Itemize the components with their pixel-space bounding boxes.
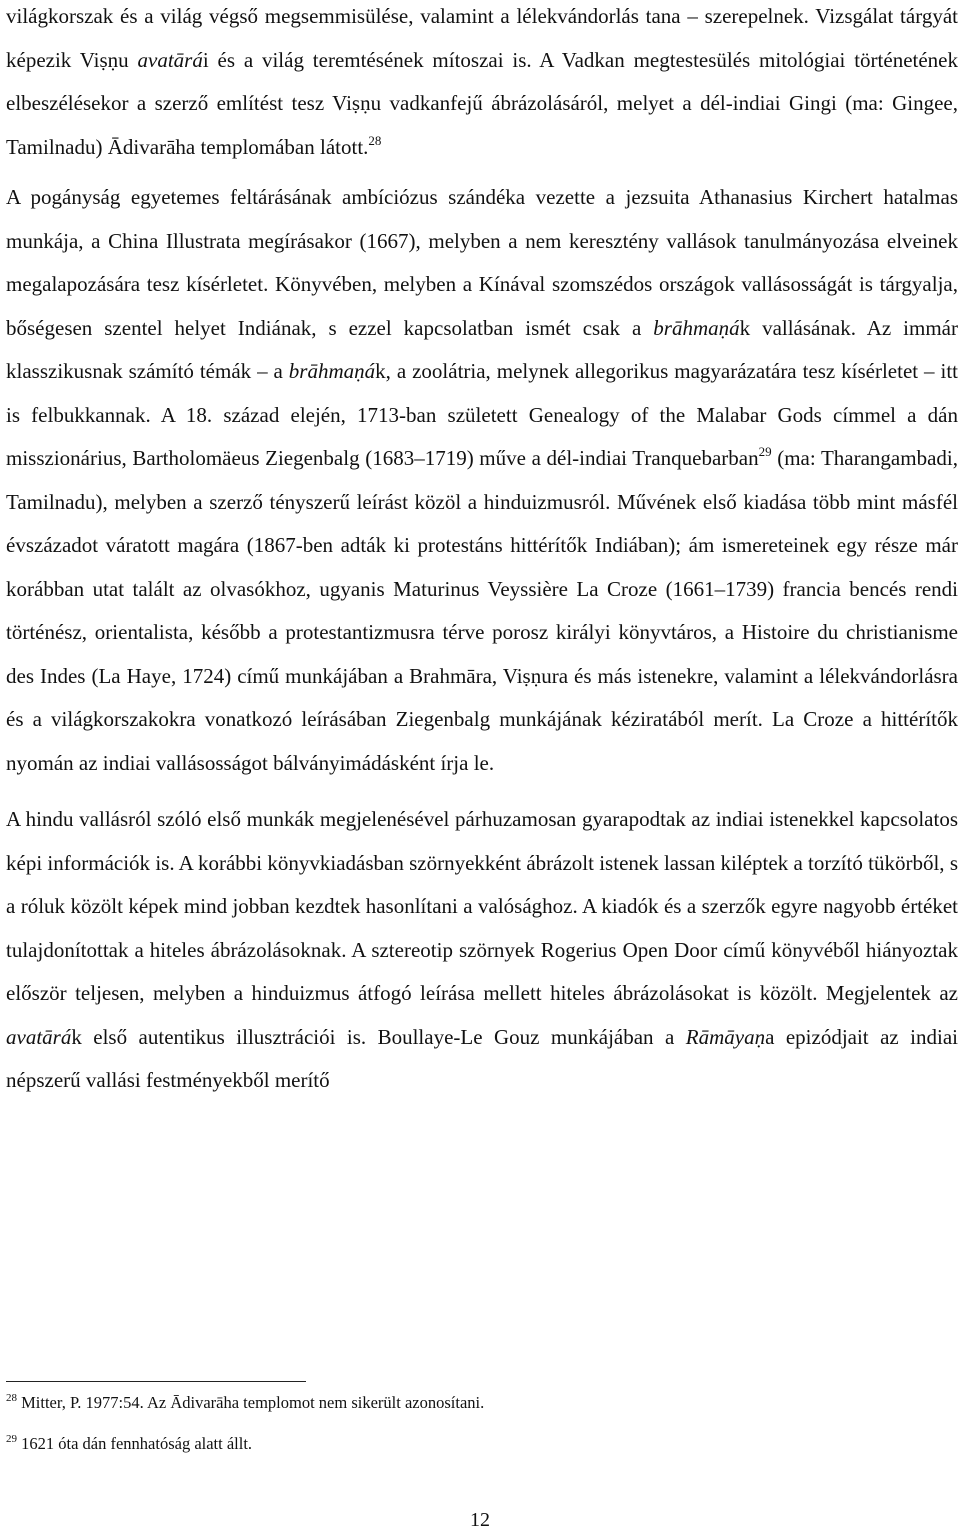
p2-italic-brahmana-1: brāhmaṇá	[653, 315, 740, 340]
footnote-number: 29	[6, 1433, 17, 1445]
footnote-text: Mitter, P. 1977:54. Az Ādivarāha templomot nem sikerült azonosítani.	[21, 1393, 485, 1412]
footnote-29	[6, 1434, 252, 1454]
p3-text-2: k első autentikus illusztrációi is. Boullaye-Le Gouz munkájában a	[71, 1024, 686, 1049]
footnote-ref-28[interactable]: 28	[368, 132, 382, 148]
p2-text-1: A pogányság egyetemes feltárásának ambíciózus szándéka vezette a jezsuita Athanasius Kirchert hatalmas munkája, a China Illustrata megírásakor (1667), melyben a nem keresztény vallások tanulmányozása elveinek megalapozására tesz kísérletet. Könyvében, melyben a Kínával szomszédos országok vallásosságát is tárgyalja, bőségesen szentel helyet Indiának, s ezzel kapcsolatban ismét csak a	[6, 185, 958, 340]
p3-text-3: a epizódjait az indiai népszerű vallási festményekből merítő	[6, 1024, 958, 1092]
footnote-number: 28	[6, 1392, 17, 1404]
paragraph-2	[6, 176, 958, 785]
footnote-28	[6, 1393, 484, 1413]
page-number: 12	[470, 1509, 490, 1531]
paragraph-1	[6, 0, 958, 169]
p2-text-3: k, a zoolátria, melynek allegorikus magyarázatára tesz kísérletet – itt is felbukkannak. A 18. század elején, 1713-ban született Genealogy of the Malabar Gods címmel a dán misszionárius, Bartholomäeus Ziegenbalg (1683–1719) műve a dél-indiai Tranquebarban	[6, 359, 958, 470]
p1-text-2: i és a világ teremtésének mítoszai is. A Vadkan megtestesülés mitológiai történetének elbeszélésekor a szerző említést tesz Viṣṇu vadkanfejű ábrázolásáról, melyet a dél-indiai Gingi (ma: Gingee, Tamilnadu) Ādivarāha templomában látott.	[6, 47, 958, 159]
p2-text-2: k vallásának. Az immár klasszikusnak számító témák – a	[6, 315, 958, 383]
p1-text-1: világkorszak és a világ végső megsemmisülése, valamint a lélekvándorlás tana – szerepelnek. Vizsgálat tárgyát képezik Viṣṇu	[6, 4, 958, 72]
p2-text-4: (ma: Tharangambadi, Tamilnadu), melyben a szerző tényszerű leírást közöl a hinduizmusról. Művének első kiadása több mint másfél évszázadot váratott magára (1867-ben adták ki protestáns hittérítők Indiában); ám ismereteinek egy része már korábban utat talált az olvasókhoz, ugyanis Maturinus Veyssière La Croze (1661–1739) francia bencés rendi történész, orientalista, később a protestantizmusra térve porosz királyi könyvtáros, a Histoire du christianisme des Indes (La Haye, 1724) című munkájában a Brahmāra, Viṣṇura és más istenekre, valamint a lélekvándorlásra és a világkorszakokra vonatkozó leírásában Ziegenbalg munkájának kéziratából merít. La Croze a hittérítők nyomán az indiai vallásosságot bálványimádásként írja le.	[6, 446, 958, 775]
p3-text-1: A hindu vallásról szóló első munkák megjelenésével párhuzamosan gyarapodtak az indiai istenekkel kapcsolatos képi információk is. A korábbi könyvkiadásban szörnyekként ábrázolt istenek lassan kiléptek a torzító tükörből, s a róluk közölt képek mind jobban kezdtek hasonlítani a valósághoz. A kiadók és a szerzők egyre nagyobb értéket tulajdonítottak a hiteles ábrázolásoknak. A sztereotip szörnyek Rogerius Open Door című könyvéből hiányoztak először teljesen, melyben a hinduizmus átfogó leírása mellett hiteles ábrázolásokat is közölt. Megjelentek az	[6, 807, 958, 1005]
p1-italic-avatara: avatārá	[137, 47, 203, 72]
p3-italic-avatara: avatārá	[6, 1024, 72, 1049]
p2-italic-brahmana-2: brāhmaṇá	[288, 359, 376, 383]
p3-italic-ramayana: Rāmāyaṇ	[685, 1024, 766, 1049]
footnote-ref-29[interactable]: 29	[758, 444, 772, 459]
footnote-text: 1621 óta dán fennhatóság alatt állt.	[21, 1434, 253, 1453]
paragraph-3	[6, 798, 958, 1103]
page-body	[6, 0, 958, 1103]
footnote-divider	[6, 1381, 306, 1382]
